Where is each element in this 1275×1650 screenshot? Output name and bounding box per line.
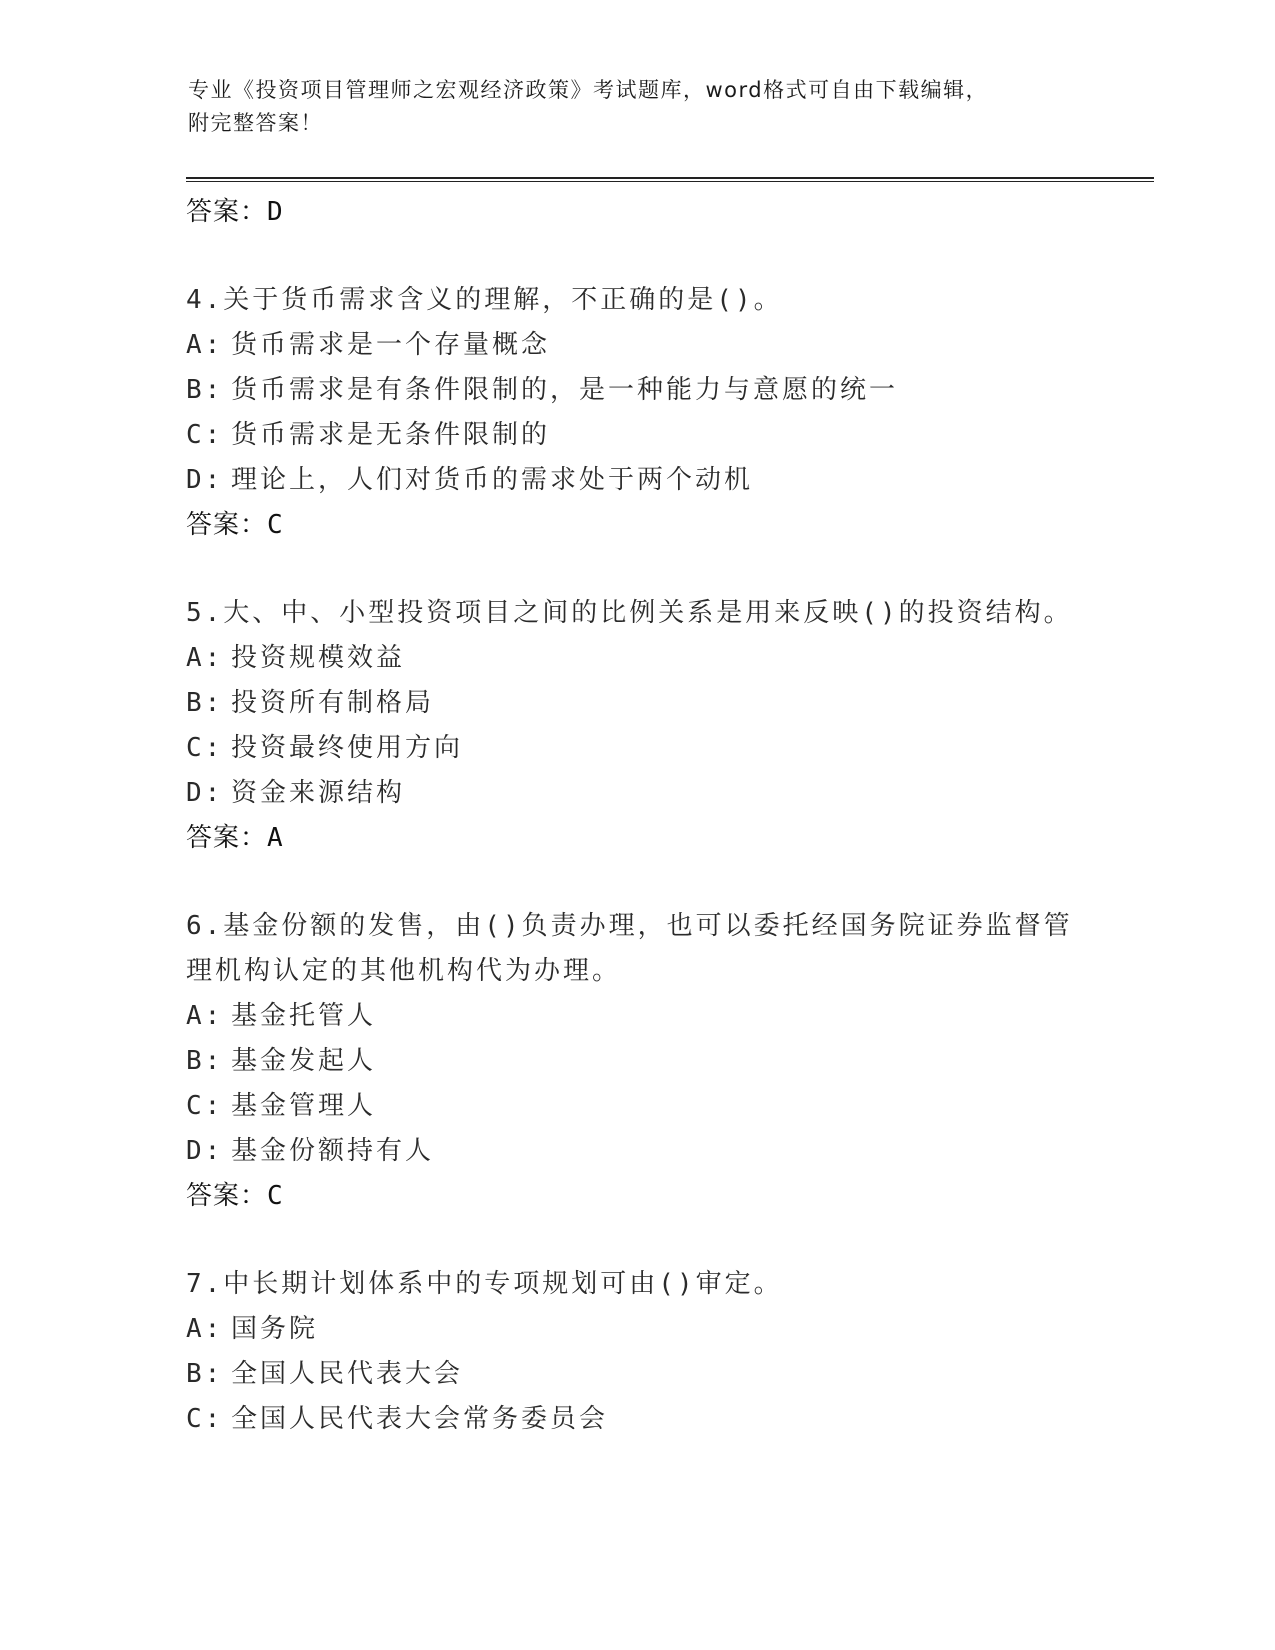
option-key: B: — [186, 1046, 224, 1076]
header-divider — [186, 177, 1154, 182]
option-key: A: — [186, 1314, 224, 1344]
option-text: 投资所有制格局 — [231, 688, 435, 718]
question-stem: 4.关于货币需求含义的理解，不正确的是()。 — [186, 285, 783, 315]
question-5 — [186, 591, 1086, 860]
option-key: C: — [186, 1091, 224, 1121]
option-d — [186, 1129, 1086, 1174]
option-c — [186, 1397, 1086, 1442]
question-4 — [186, 278, 1086, 547]
option-key: C: — [186, 733, 224, 763]
option-a — [186, 636, 1086, 681]
option-key: A: — [186, 1001, 224, 1031]
option-text: 国务院 — [231, 1314, 319, 1344]
option-text: 基金份额持有人 — [231, 1136, 435, 1166]
option-b — [186, 1039, 1086, 1084]
option-a — [186, 323, 1086, 368]
option-text: 全国人民代表大会常务委员会 — [231, 1404, 609, 1434]
option-key: D: — [186, 778, 224, 808]
option-text: 货币需求是无条件限制的 — [231, 420, 551, 450]
answer-label: 答案： — [186, 197, 268, 227]
option-key: C: — [186, 1404, 224, 1434]
option-c — [186, 726, 1086, 771]
option-b — [186, 368, 1086, 413]
option-key: B: — [186, 688, 224, 718]
option-d — [186, 771, 1086, 816]
option-text: 货币需求是一个存量概念 — [231, 330, 551, 360]
question-7 — [186, 1262, 1086, 1442]
answer-label: 答案： — [186, 1181, 268, 1211]
question-content — [186, 190, 1086, 1442]
option-text: 基金管理人 — [231, 1091, 377, 1121]
option-text: 投资规模效益 — [231, 643, 406, 673]
header-note — [188, 74, 1088, 140]
answer-value: D — [267, 197, 284, 227]
option-text: 全国人民代表大会 — [231, 1359, 464, 1389]
option-c — [186, 413, 1086, 458]
answer-value: C — [267, 510, 284, 540]
answer-label: 答案： — [186, 823, 268, 853]
question-stem-line-2: 理机构认定的其他机构代为办理。 — [186, 956, 622, 986]
option-c — [186, 1084, 1086, 1129]
option-a — [186, 994, 1086, 1039]
option-text: 基金发起人 — [231, 1046, 377, 1076]
option-d — [186, 458, 1086, 503]
option-key: C: — [186, 420, 224, 450]
question-stem: 5.大、中、小型投资项目之间的比例关系是用来反映()的投资结构。 — [186, 598, 1073, 628]
option-text: 投资最终使用方向 — [231, 733, 464, 763]
option-key: B: — [186, 375, 224, 405]
option-key: D: — [186, 465, 224, 495]
option-key: D: — [186, 1136, 224, 1166]
question-stem-line-1: 6.基金份额的发售，由()负责办理，也可以委托经国务院证券监督管 — [186, 911, 1073, 941]
answer-label: 答案： — [186, 510, 268, 540]
answer-value: C — [267, 1181, 284, 1211]
answer-value: A — [267, 823, 284, 853]
answer-line — [186, 503, 1086, 547]
option-b — [186, 1352, 1086, 1397]
option-text: 货币需求是有条件限制的，是一种能力与意愿的统一 — [231, 375, 899, 405]
answer-line — [186, 1174, 1086, 1218]
answer-line — [186, 816, 1086, 860]
option-key: A: — [186, 330, 224, 360]
option-b — [186, 681, 1086, 726]
option-text: 理论上，人们对货币的需求处于两个动机 — [231, 465, 754, 495]
option-text: 基金托管人 — [231, 1001, 377, 1031]
header-note-line-2: 附完整答案！ — [188, 111, 323, 135]
question-6 — [186, 904, 1086, 1218]
answer-line — [186, 190, 1086, 234]
question-stem: 7.中长期计划体系中的专项规划可由()审定。 — [186, 1269, 783, 1299]
option-a — [186, 1307, 1086, 1352]
option-text: 资金来源结构 — [231, 778, 406, 808]
option-key: A: — [186, 643, 224, 673]
header-note-line-1: 专业《投资项目管理师之宏观经济政策》考试题库，word格式可自由下载编辑， — [188, 78, 989, 102]
option-key: B: — [186, 1359, 224, 1389]
